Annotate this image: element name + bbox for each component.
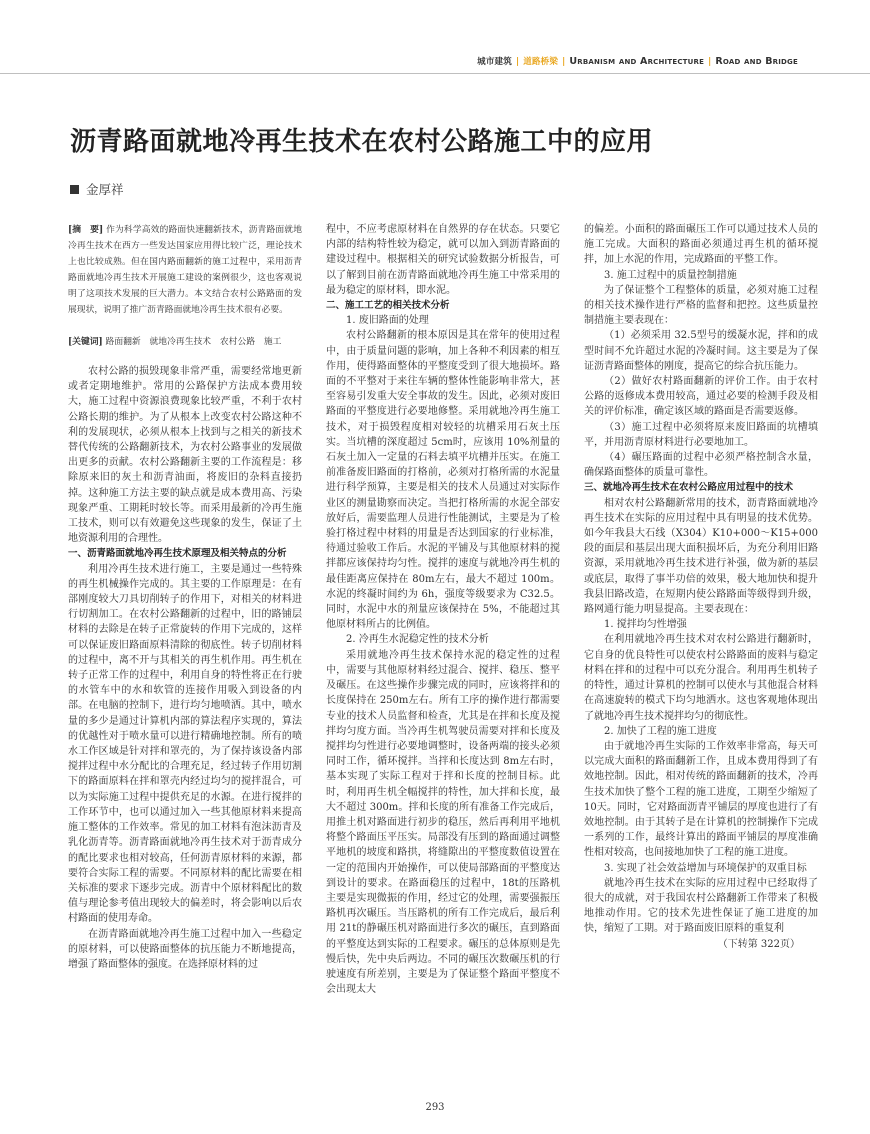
continued-note: （下转第 322页） <box>717 938 800 950</box>
author-name: 金厚祥 <box>86 182 124 197</box>
column-left <box>68 222 302 972</box>
section-heading: 一、沥青路面就地冷再生技术原理及相关特点的分析 <box>68 548 287 560</box>
header-separator: | <box>708 57 712 67</box>
header-english-journal: Urbanism and Architecture <box>569 56 705 67</box>
body-paragraph: 由于就地冷再生实际的工作效率非常高，每天可以完成大面积的路面翻新工作，且成本费用得到了有效地控制。因此，相对传统的路面翻新的技术，冷再生技术加快了整个工程的施工进度，工期至少缩短了 10天。同时，它对路面沥青平铺层的厚度也进行了有效地控制。由于其转子是在计算机的控制操作下完成一系列的工作，最终计算出的路面平铺层的厚度准确性相对较高，也间接地加快了工程的施工进度。 <box>584 740 818 859</box>
body-paragraph: 在利用就地冷再生技术对农村公路进行翻新时，它自身的优良特性可以使农村公路路面的废料与稳定材料在拌和的过程中可以充分混合。利用再生机转子的特性，通过计算机的控制可以使水与其他混合材料在高速旋转的模式下均匀地洒水。这也客观地体现出了就地冷再生技术搅拌均匀的彻底性。 <box>584 634 818 722</box>
list-item: （2）做好农村路面翻新的评价工作。由于农村公路的返修成本费用较高，通过必要的检测手段及相关的评价标准，确定该区域的路面是否需要返修。 <box>584 376 818 418</box>
list-item: （4）碾压路面的过程中必须严格控制含水量，确保路面整体的质量可靠性。 <box>584 452 818 479</box>
body-paragraph: 农村公路的损毁现象非常严重，需要经常地更新或者定期地维护。常用的公路保护方法成本费用较大，施工过程中资源浪费现象比较严重，不利于农村公路长期的维护。为了从根本上改变农村公路这种不利的发展现状，必须从根本上找到与之相关的新技术替代传统的公路翻新技术，为农村公路事业的发展做出更多的贡献。农村公路翻新主要的工作流程是：移除原来旧的灰土和沥青油面，将废旧的杂料直接扔掉。这种施工方法主要的缺点就是成本费用高、污染现象严重、工期耗时较长等。而采用最新的冷再生施工技术，则可以有效避免这些现象的发生，保证了土地资源利用的合理性。 <box>68 366 302 545</box>
subsection-heading: 3. 实现了社会效益增加与环境保护的双重目标 <box>604 862 807 874</box>
header-section: 城市建筑 <box>477 57 512 67</box>
abstract-label: [摘 要] <box>68 225 104 235</box>
header-english-category: Road and Bridge <box>715 56 798 67</box>
body-paragraph: 为了保证整个工程整体的质量，必须对施工过程的相关技术操作进行严格的监督和把控。这些质量控制措施主要表现在： <box>584 284 818 327</box>
header-category: 道路桥梁 <box>523 57 559 67</box>
page-number: 293 <box>425 1102 445 1113</box>
column-right <box>584 222 818 952</box>
header-divider <box>0 73 870 74</box>
body-paragraph: 程中，不应考虑原材料在自然界的存在状态。只要它内部的结构特性较为稳定，就可以加入到沥青路面的建设过程中。根据相关的研究试验数据分析报告，可以了解到目前在沥青路面就地冷再生施工中常采用的最为稳定的原材料，即水泥。 <box>326 224 560 296</box>
subsection-heading: 3. 施工过程中的质量控制措施 <box>604 269 737 281</box>
body-paragraph: 利用冷再生技术进行施工，主要是通过一些特殊的再生机械操作完成的。其主要的工作原理是：在有部刚度较大刀具切削转子的作用下，对相关的材料进行切割加工。在农村公路翻新的过程中，旧的路铺层材料的去除是在转子正常旋转的作用下完成的，这样可以保证废旧路面原料清除的彻底性。转子切削材料的过程中，离不开与其相关的再生机作用。再生机在转子正常工作的过程中，利用自身的特性将正在行驶的水管车中的水和软管的连接作用吸入到设备的内部。在电脑的控制下，进行均匀地喷洒。其中，喷水量的多少是通过计算机内部的算法程序实现的，算法的优越性对于喷水量可以进行精确地控制。所有的喷水工作区域是针对拌和罩壳的，为了保持该设备内部搅拌过程中水分配比的合理充足，经过转子作用切割下的路面原料在拌和罩壳内经过均匀的搅拌混合，可以为实际施工过程中提供充足的水源。在进行搅拌的工作环节中，也可以通过加入一些其他原材料来提高施工整体的工作效率。常见的加工材料有泡沫沥青及乳化沥青等。沥青路面就地冷再生技术对于沥青成分的配比要求也相对较高，任何沥青原材料的来源，都要符合实际工程的需要。不同原材料的配比需要在相关标准的要求下逐步完成。沥青中个原材料配比的数值与理论参考值出现较大的偏差时，将会影响以后农村路面的使用寿命。 <box>68 563 302 925</box>
column-middle <box>326 222 560 997</box>
header-separator: | <box>515 57 520 67</box>
keywords-text: 路面翻新 就地冷再生技术 农村公路 施工 <box>105 337 282 347</box>
list-item: （3）施工过程中必须将原来废旧路面的坑槽填平，并用沥青原材料进行必要地加工。 <box>584 421 818 448</box>
section-heading: 二、施工工艺的相关技术分析 <box>326 300 450 312</box>
header-separator: | <box>562 57 566 67</box>
abstract <box>68 222 302 318</box>
section-heading: 三、就地冷再生技术在农村公路应用过程中的技术 <box>584 482 794 494</box>
subsection-heading: 1. 废旧路面的处理 <box>346 315 429 327</box>
running-header <box>477 55 798 67</box>
list-item: （1）必须采用 32.5型号的缓凝水泥，拌和的成型时间不允许超过水泥的冷凝时间。这主要是为了保证沥青路面整体的刚度，提高它的综合抗压能力。 <box>584 330 818 372</box>
body-paragraph: 的偏差。小面积的路面碾压工作可以通过技术人员的施工完成。大面积的路面必须通过再生机的循环搅拌，加上水泥的作用，完成路面的平整工作。 <box>584 224 818 266</box>
subsection-heading: 2. 冷再生水泥稳定性的技术分析 <box>346 634 489 646</box>
body-paragraph: 在沥青路面就地冷再生施工过程中加入一些稳定的原材料，可以使路面整体的抗压能力不断地提高，增强了路面整体的强度。在选择原材料的过 <box>68 928 302 970</box>
subsection-heading: 2. 加快了工程的施工进度 <box>604 725 717 737</box>
square-bullet-icon <box>70 185 79 194</box>
keywords-label: [关键词] <box>68 337 103 347</box>
abstract-text: 作为科学高效的路面快速翻新技术，沥青路面就地冷再生技术在西方一些发达国家应用得比较广泛，理论技术上也比较成熟。但在国内路面翻新的施工过程中，采用沥青路面就地冷再生技术开展施工建设的案例很少，这也客观说明了这项技术发展的巨大潜力。本文结合农村公路路面的发展现状，说明了推广沥青路面就地冷再生技术很有必要。 <box>68 225 302 315</box>
body-paragraph: 相对农村公路翻新常用的技术，沥青路面就地冷再生技术在实际的应用过程中具有明显的技术优势。如今年我县大石线（X304）K10+000～K15+000段的面层和基层出现大面积损坏后，为充分利用旧路资源，采用就地冷再生技术进行补强，做为新的基层或底层，取得了事半功倍的效果，极大地加快和提升我县旧路改造，在短期内使公路路面等级得到升级，路网通行能力明显提高。主要表现在： <box>584 497 818 616</box>
body-paragraph: 就地冷再生技术在实际的应用过程中已经取得了很大的成就，对于我国农村公路翻新工作带来了积极地推动作用。它的技术先进性保证了施工进度的加快，缩短了工期。对于路面废旧原料的重复利 <box>584 877 818 935</box>
body-paragraph: 采用就地冷再生技术保持水泥的稳定性的过程中，需要与其他原材料经过混合、搅拌、稳压、整平及碾压。在这些操作步骤完成的同时，应该将拌和的长度保持在 250m左右。所有工序的操作进行都需要专业的技术人员监督和检查，尤其是在拌和长度及搅拌均匀度方面。当冷再生机驾驶员需要对拌和长度及搅拌均匀性进行必要地调整时，设备两端的接头必须同时工作，循环搅拌。当拌和长度达到 8m左右时，基本实现了实际工程对于拌和长度的控制目标。此时，利用再生机全幅搅拌的特性，加大拌和长度，最大不超过 300m。拌和长度的所有准备工作完成后，用推土机对路面进行初步的稳压，然后再利用平地机将整个路面压平压实。局部没有压到的路面通过调整平地机的坡度和路拱，将缝隙出的平整度数值设置在一定的范围内开始操作，可以使局部路面的平整度达到设计的要求。在路面稳压的过程中，18t的压路机主要是实现微振的作用，经过它的处理，需要强振压路机再次碾压。当压路机的所有工作完成后，最后利用 21t的静碾压机对路面进行多次的碾压，直到路面的平整度达到实际的工程要求。碾压的总体原则是先慢后快，先中央后两边。不同的碾压次数碾压机的行驶速度有所差别，主要是为了保证整个路面平整度不会出现太大 <box>326 649 560 996</box>
body-paragraph: 农村公路翻新的根本原因是其在常年的使用过程中，由于质量问题的影响，加上各种不利因素的相互作用，使得路面整体的平整度受到了很大地损坏。路面的不平整对于来往车辆的整体性能影响非常大，甚至容易引发重大安全事故的发生。因此，必须对废旧路面的平整度进行必要地修整。采用就地冷再生施工技术，对于损毁程度相对较轻的坑槽采用石灰土压实。当坑槽的深度超过 5cm时，应该用 10%剂量的石灰土加入一定量的石料去填平坑槽并压实。在施工前准备废旧路面的打格前，必须对打格所需的水泥量进行科学预算，主要是相关的技术人员通过对实际作业区的测量勘察而决定。当把打格所需的水泥全部安放好后，需要监理人员进行性能测试，主要是为了检验打格过程中材料的用量是否达到国家的行业标准，待通过验收工作后。水泥的平铺及与其他原材料的搅拌都应该保持均匀性。搅拌的速度与就地冷再生机的最佳距离应保持在 80m左右，最大不超过 100m。水泥的终凝时间约为 6h，强度等级要求为 C32.5。同时，水泥中水的剂量应该保持在 5%，不能超过其他原材料所占的比例值。 <box>326 330 560 631</box>
article-title: 沥青路面就地冷再生技术在农村公路施工中的应用 <box>70 127 654 157</box>
subsection-heading: 1. 搅拌均匀性增强 <box>604 619 687 631</box>
author-line <box>70 180 124 198</box>
keywords <box>68 334 302 350</box>
